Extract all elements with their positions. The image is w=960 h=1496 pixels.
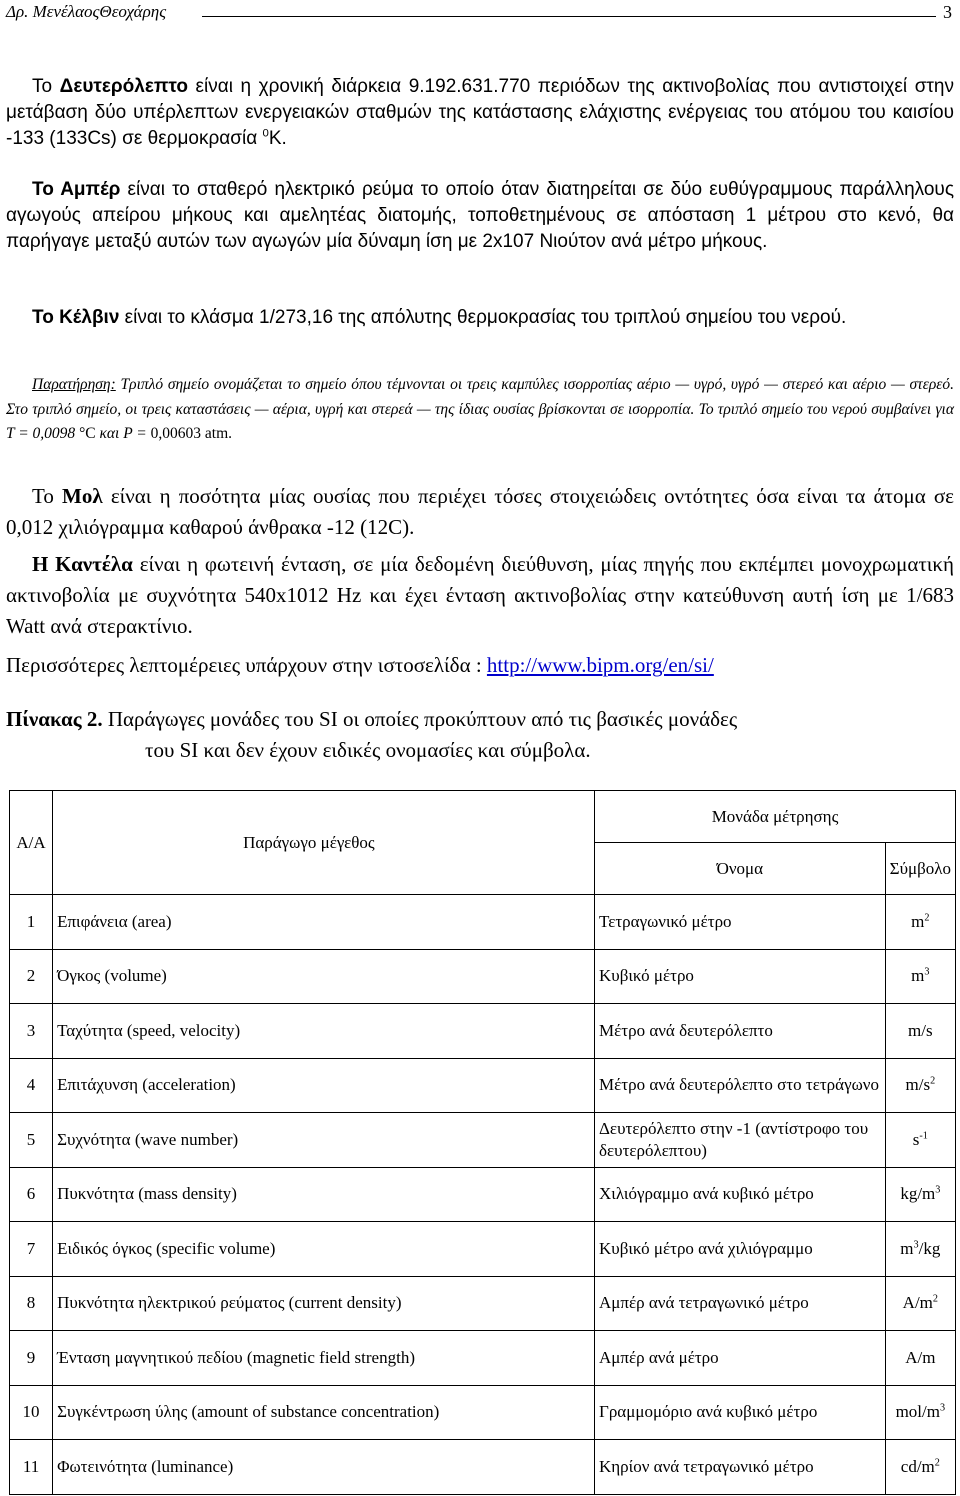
row-quantity: Πυκνότητα ηλεκτρικού ρεύματος (current density) (53, 1276, 595, 1331)
symbol-base: cd/m (900, 1456, 935, 1476)
symbol-base: m (911, 966, 925, 986)
row-quantity: Όγκος (volume) (53, 949, 595, 1004)
row-unit-name: Κηρίον ανά τετραγωνικό μέτρο (595, 1440, 886, 1495)
table-caption-line2: του SI και δεν έχουν ειδικές ονομασίες και σύμβολα. (145, 738, 591, 762)
page-header (6, 0, 956, 26)
row-unit-name: Χιλιόγραμμο ανά κυβικό μέτρο (595, 1167, 886, 1222)
symbol-base: m/s (908, 1020, 933, 1040)
row-num: 11 (10, 1440, 53, 1495)
term-mole: Μολ (62, 484, 103, 508)
row-symbol (885, 1167, 955, 1222)
more-info: Περισσότερες λεπτομέρειες υπάρχουν στην ιστοσελίδα : http://www.bipm.org/en/si/ (6, 653, 714, 677)
symbol-exponent: 2 (932, 1293, 938, 1305)
table-row (10, 1113, 956, 1168)
symbol-base: m/s (905, 1075, 931, 1095)
symbol-exponent: 2 (924, 912, 930, 924)
table-row (10, 1331, 956, 1386)
row-symbol (885, 1113, 955, 1168)
term-candela: Η Καντέλα (32, 552, 133, 576)
header-author: Δρ. ΜενέλαοςΘεοχάρης (6, 2, 167, 21)
definition-mole: Το Μολ είναι η ποσότητα μίας ουσίας που περιέχει τόσες στοιχειώδεις οντότητες όσα είναι τα άτομα σε 0,012 χιλιόγραμμα καθαρού άνθρακα -12 (12C). (6, 484, 954, 539)
symbol-base: mol/m (895, 1402, 940, 1422)
row-symbol (885, 1385, 955, 1440)
table-row (10, 1222, 956, 1277)
symbol-base: kg/m (900, 1184, 936, 1204)
table-row (10, 1440, 956, 1495)
row-quantity: Συχνότητα (wave number) (53, 1113, 595, 1168)
row-num: 7 (10, 1222, 53, 1277)
derived-units-table (9, 790, 956, 1495)
row-quantity: Επιφάνεια (area) (53, 895, 595, 950)
symbol-exponent: 3 (939, 1402, 946, 1414)
table-row (10, 1385, 956, 1440)
symbol-exponent: 3 (924, 966, 930, 978)
row-unit-name: Μέτρο ανά δευτερόλεπτο (595, 1004, 886, 1059)
symbol-exponent: 2 (934, 1457, 940, 1469)
term-kelvin: Το Κέλβιν (32, 307, 120, 328)
row-unit-name: Αμπέρ ανά μέτρο (595, 1331, 886, 1386)
header-quantity: Παράγωγο μέγεθος (53, 791, 595, 895)
definition-ampere: Το Αμπέρ είναι το σταθερό ηλεκτρικό ρεύμα το οποίο όταν διατηρείται σε δύο ευθύγραμμους παράλληλους αγωγούς απείρου μήκους και αμελητέας διατομής, τοποθετημένους σε απόσταση 1 μέτρου στο κενό, θα παρήγαγε μεταξύ αυτών των αγωγών μία δύναμη ίση με 2x107 Νιούτον ανά μέτρο μήκους. (6, 179, 954, 252)
row-num: 8 (10, 1276, 53, 1331)
header-num: Α/Α (10, 791, 53, 895)
bipm-link[interactable]: http://www.bipm.org/en/si/ (486, 653, 714, 677)
term-second: Δευτερόλεπτο (59, 76, 188, 97)
header-symbol: Σύμβολο (885, 843, 955, 895)
caption-label: Πίνακας 2. (6, 707, 103, 731)
row-num: 9 (10, 1331, 53, 1386)
symbol-tail: /kg (918, 1238, 941, 1258)
row-num: 5 (10, 1113, 53, 1168)
row-num: 4 (10, 1058, 53, 1113)
table-row (10, 1167, 956, 1222)
row-unit-name: Γραμμομόριο ανά κυβικό μέτρο (595, 1385, 886, 1440)
header-unit-group: Μονάδα μέτρησης (595, 791, 956, 843)
table-header-row (10, 791, 956, 843)
row-num: 3 (10, 1004, 53, 1059)
table-row (10, 1276, 956, 1331)
symbol-exponent: -1 (919, 1130, 928, 1142)
row-symbol (885, 949, 955, 1004)
row-symbol (885, 1331, 955, 1386)
row-unit-name: Κυβικό μέτρο ανά χιλιόγραμμο (595, 1222, 886, 1277)
symbol-exponent: 2 (930, 1075, 936, 1087)
row-unit-name: Μέτρο ανά δευτερόλεπτο στο τετράγωνο (595, 1058, 886, 1113)
row-num: 2 (10, 949, 53, 1004)
row-unit-name: Κυβικό μέτρο (595, 949, 886, 1004)
row-symbol (885, 1222, 955, 1277)
page-number: 3 (943, 2, 952, 22)
row-quantity: Ταχύτητα (speed, velocity) (53, 1004, 595, 1059)
table-row (10, 895, 956, 950)
table-row (10, 949, 956, 1004)
symbol-base: A/m (902, 1293, 933, 1313)
row-symbol (885, 1004, 955, 1059)
row-unit-name: Αμπέρ ανά τετραγωνικό μέτρο (595, 1276, 886, 1331)
symbol-base: s (912, 1129, 920, 1149)
row-unit-name: Δευτερόλεπτο στην -1 (αντίστροφο του δευτερόλεπτου) (595, 1113, 886, 1168)
row-quantity: Ειδικός όγκος (specific volume) (53, 1222, 595, 1277)
header-name: Όνομα (595, 843, 886, 895)
symbol-exponent: 3 (935, 1184, 941, 1196)
row-symbol (885, 895, 955, 950)
row-symbol (885, 1058, 955, 1113)
definition-second: Το Δευτερόλεπτο είναι η χρονική διάρκεια 9.192.631.770 περιόδων της ακτινοβολίας που αντιστοιχεί στην μετάβαση δύο υπέρλεπτων ενεργειακών σταθμών της κατάστασης ελάχιστης ενέργειας του ατόμου του καισίου -133 (133Cs) σε θερμοκρασία $^0$Κ. (6, 76, 954, 149)
row-num: 1 (10, 895, 53, 950)
row-quantity: Επιτάχυνση (acceleration) (53, 1058, 595, 1113)
row-quantity: Ένταση μαγνητικού πεδίου (magnetic field strength) (53, 1331, 595, 1386)
row-symbol (885, 1440, 955, 1495)
table-row (10, 1058, 956, 1113)
table-row (10, 1004, 956, 1059)
symbol-base: m (900, 1238, 914, 1258)
term-ampere: Το Αμπέρ (32, 179, 121, 200)
symbol-base: m (911, 911, 925, 931)
definition-candela: Η Καντέλα είναι η φωτεινή ένταση, σε μία δεδομένη διεύθυνση, μίας πηγής που εκπέμπει μονοχρωματική ακτινοβολία με συχνότητα 540x1012 Hz και έχει ένταση ακτινοβολίας στην κατεύθυνση αυτή ίση με 1/683 Watt ανά στερακτίνιο. (6, 552, 954, 638)
symbol-exponent: 3 (913, 1239, 919, 1251)
header-rule (202, 16, 936, 17)
note-label: Παρατήρηση: (32, 376, 116, 393)
row-unit-name: Τετραγωνικό μέτρο (595, 895, 886, 950)
definition-kelvin: Το Κέλβιν είναι το κλάσμα 1/273,16 της απόλυτης θερμοκρασίας του τριπλού σημείου του νερού. (32, 307, 847, 328)
row-quantity: Φωτεινότητα (luminance) (53, 1440, 595, 1495)
table-caption: Πίνακας 2. Παράγωγες μονάδες του SI οι οποίες προκύπτουν από τις βασικές μονάδες (6, 707, 738, 731)
row-quantity: Συγκέντρωση ύλης (amount of substance concentration) (53, 1385, 595, 1440)
row-num: 10 (10, 1385, 53, 1440)
row-quantity: Πυκνότητα (mass density) (53, 1167, 595, 1222)
row-num: 6 (10, 1167, 53, 1222)
row-symbol (885, 1276, 955, 1331)
symbol-base: A/m (905, 1347, 936, 1367)
triple-point-note: Παρατήρηση: Τριπλό σημείο ονομάζεται το σημείο όπου τέμνονται οι τρεις καμπύλες ισορροπίας αέριο — υγρό, υγρό — στερεό και αέριο — στερεό. Στο τριπλό σημείο, οι τρεις καταστάσεις — αέρια, υγρή και στερεά — της ίδιας ουσίας βρίσκονται σε ισορροπία. Το τριπλό σημείο του νερού συμβαίνει για Τ = 0,0098 °C και P = 0,00603 atm. (6, 376, 954, 442)
